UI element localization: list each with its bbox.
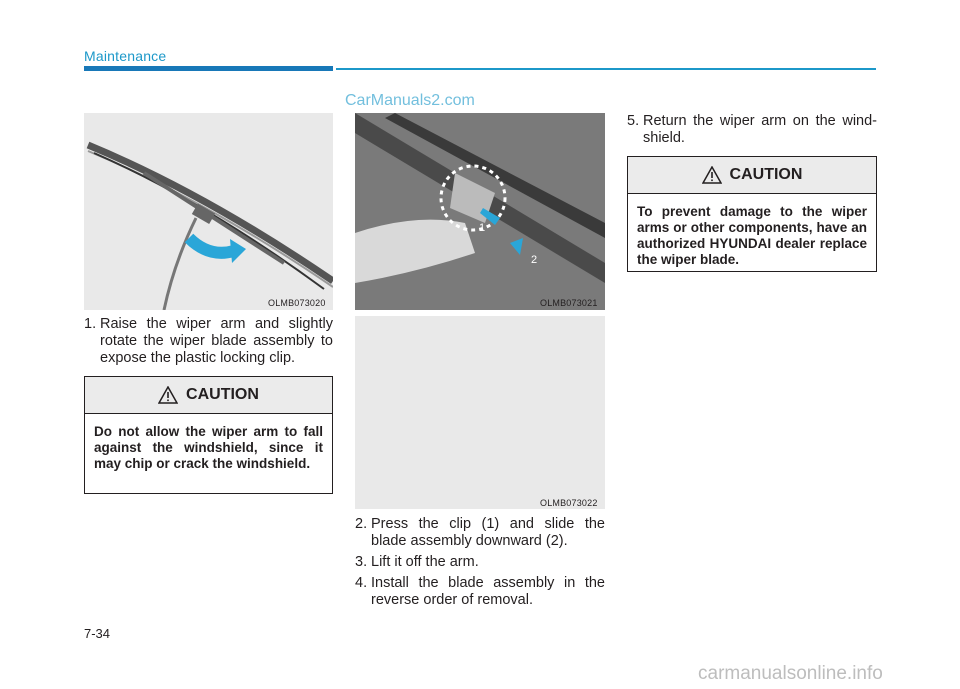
caution-text-1: Do not allow the wiper arm to fall against the windshield, since it may chip or crack the windshield. [94,424,323,471]
caution-title-1: CAUTION [186,386,259,403]
watermark-top: CarManuals2.com [345,92,475,109]
steps-column-2 [355,516,605,613]
warning-icon [158,386,178,404]
header-rule-light [336,68,876,70]
step-2: 2. Press the clip (1) and slide the blade assembly downward (2). [355,516,605,549]
caution-header-2 [628,157,876,194]
step-5: 5. Return the wiper arm on the wind- shield. [627,113,877,146]
caution-box-2 [627,156,877,272]
callout-2: 2 [531,254,538,266]
figure-code-1: OLMB073020 [268,298,326,308]
caution-header-1 [85,377,332,414]
watermark-bottom: carmanualsonline.info [698,663,883,684]
figure-code-2: OLMB073021 [540,298,598,308]
clip-illustration [355,113,605,310]
page-number: 7-34 [84,626,111,641]
figure-raise-wiper-arm [84,113,333,310]
step-4: 4. Install the blade assembly in the reverse order of removal. [355,575,605,608]
step-1: 1. Raise the wiper arm and slightly rotate the wiper blade assembly to expose the plastic locking clip. [84,316,333,366]
steps-column-1 [84,316,333,371]
steps-column-3 [627,113,877,151]
caution-title-2: CAUTION [729,166,803,183]
caution-box-1 [84,376,333,494]
caution-text-2: To prevent damage to the wiper arms or other components, have an authorized HYUNDAI dealer replace the wiper blade. [637,204,867,267]
callout-1: 1 [479,222,486,234]
warning-icon [702,166,722,184]
figure-press-clip [355,113,605,310]
header-rule-dark [84,66,333,71]
step-3: 3. Lift it off the arm. [355,554,479,570]
wiper-arm-illustration [84,113,333,310]
section-title: Maintenance [84,48,167,64]
figure-code-3: OLMB073022 [540,498,598,508]
figure-lift-off [355,316,605,509]
